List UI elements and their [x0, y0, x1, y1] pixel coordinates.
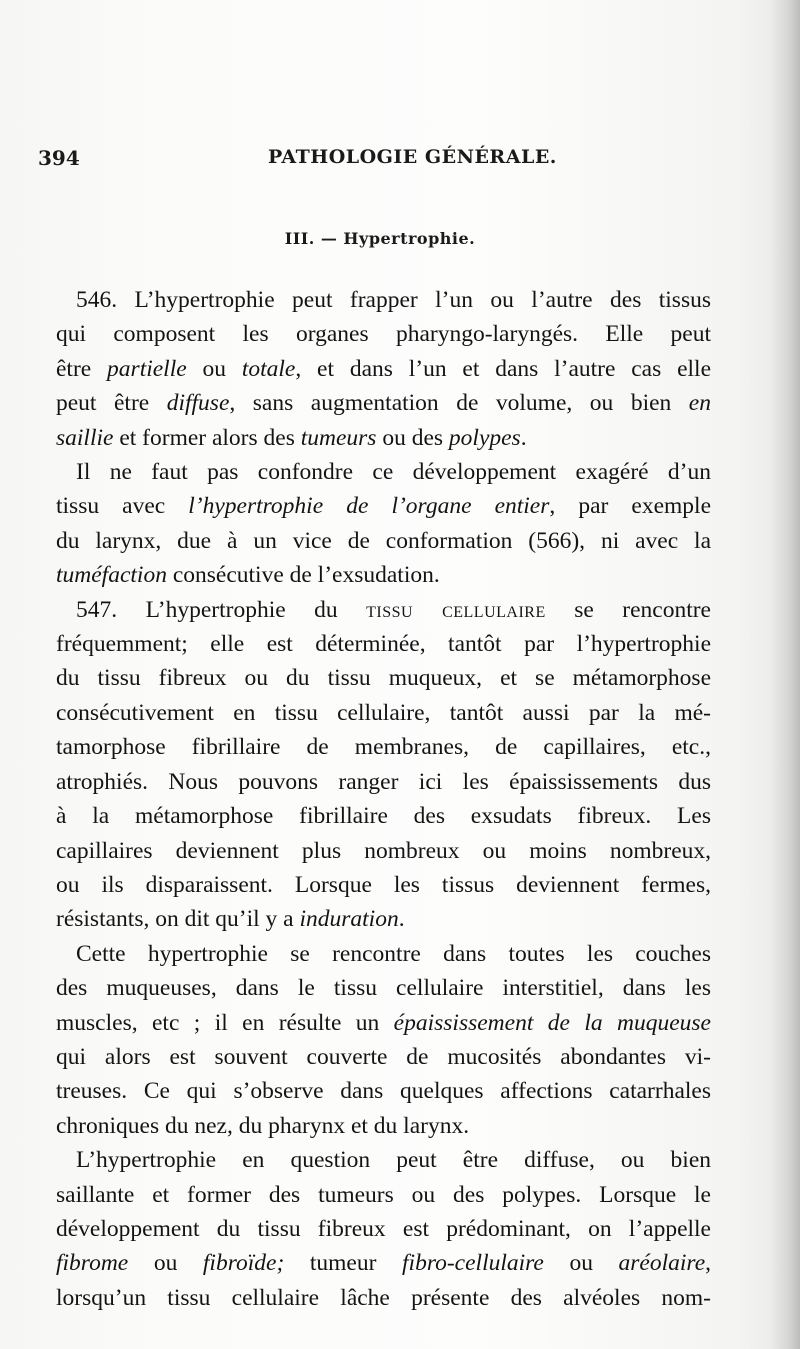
text-run: L’hypertrophie en question peut être diffuse, ou bien: [76, 1147, 711, 1174]
text-run: saillante et former des tumeurs ou des polypes. Lorsque le: [56, 1181, 711, 1208]
text-line: [56, 1074, 711, 1108]
text-line: [56, 765, 711, 799]
italic-text: en: [688, 390, 711, 417]
text-line: [56, 868, 711, 902]
paragraph-p547: [56, 593, 711, 937]
text-run: du tissu fibreux ou du tissu muqueux, et se métamorphose: [56, 665, 711, 692]
text-run: , sans augmentation de volume, ou bien: [229, 390, 689, 417]
text-line: [56, 661, 711, 695]
paragraph-p547b: [56, 937, 711, 1143]
text-run: .: [520, 424, 527, 451]
italic-text: fibro-cellulaire: [402, 1250, 544, 1277]
text-run: développement du tissu fibreux est prédominant, on l’appelle: [56, 1215, 711, 1242]
italic-text: l’hypertrophie de l’organe entier: [188, 493, 550, 520]
text-run: ou: [128, 1250, 203, 1277]
text-line: [56, 902, 711, 936]
italic-text: partielle: [107, 355, 187, 382]
text-run: fréquemment; elle est déterminée, tantôt par l’hypertrophie: [56, 631, 711, 658]
text-run: ou: [543, 1250, 619, 1277]
text-line: [56, 352, 711, 386]
text-run: treuses. Ce qui s’observe dans quelques affections catarrhales: [56, 1078, 711, 1105]
text-run: ou: [186, 355, 242, 382]
text-run: atrophiés. Nous pouvons ranger ici les épaississements dus: [56, 768, 711, 795]
text-line: [56, 593, 711, 627]
paragraph-p547c: [56, 1143, 711, 1315]
text-line: [56, 696, 711, 730]
text-line: [56, 1143, 711, 1177]
text-line: [56, 386, 711, 420]
text-run: consécutive de l’exsudation.: [166, 562, 440, 589]
text-run: et former alors des: [113, 424, 301, 451]
text-line: [56, 971, 711, 1005]
page-edge-shadow: [770, 0, 800, 1349]
text-line: [56, 799, 711, 833]
section-title: III. — Hypertrophie.: [284, 229, 476, 248]
text-run: qui alors est souvent couverte de mucosités abondantes vi-: [56, 1043, 711, 1070]
italic-text: épaississement de la muqueuse: [393, 1009, 711, 1036]
text-line: [56, 1006, 711, 1040]
text-line: [56, 1246, 711, 1280]
text-run: chroniques du nez, du pharynx et du larynx.: [56, 1112, 470, 1139]
italic-text: fibroïde;: [202, 1250, 285, 1277]
text-line: [56, 1212, 711, 1246]
text-run: tissu avec: [56, 493, 189, 520]
body-text: [56, 283, 711, 1315]
text-run: 547. L’hypertrophie du: [76, 596, 367, 623]
text-run: Cette hypertrophie se rencontre dans toutes les couches: [76, 940, 711, 967]
italic-text: fibrome: [56, 1250, 129, 1277]
text-line: [56, 317, 711, 351]
text-line: [56, 1281, 711, 1315]
text-run: , par exemple: [549, 493, 711, 520]
text-run: ou des: [376, 424, 449, 451]
small-caps-text: tissu cellulaire: [366, 596, 546, 623]
text-line: [56, 421, 711, 455]
text-line: [56, 558, 711, 592]
italic-text: aréolaire: [618, 1250, 706, 1277]
text-run: tamorphose fibrillaire de membranes, de capillaires, etc.,: [56, 734, 711, 761]
paragraph-p546b: [56, 455, 711, 593]
page-header: [38, 146, 718, 176]
text-line: [56, 627, 711, 661]
running-head: PATHOLOGIE GÉNÉRALE.: [268, 146, 557, 168]
text-line: [56, 283, 711, 317]
text-line: [56, 1040, 711, 1074]
text-line: [56, 455, 711, 489]
text-run: 546. L’hypertrophie peut frapper l’un ou l’autre des tissus: [76, 287, 711, 313]
italic-text: induration: [299, 906, 399, 933]
text-line: [56, 937, 711, 971]
text-run: ou ils disparaissent. Lorsque les tissus deviennent fermes,: [56, 871, 711, 898]
text-run: à la métamorphose fibrillaire des exsudats fibreux. Les: [56, 803, 711, 830]
italic-text: tumeurs: [300, 424, 377, 451]
text-run: consécutivement en tissu cellulaire, tantôt aussi par la mé-: [56, 699, 711, 726]
italic-text: tuméfaction: [56, 562, 167, 589]
italic-text: polypes: [448, 424, 521, 451]
text-run: capillaires deviennent plus nombreux ou moins nombreux,: [56, 837, 711, 864]
page-number: 394: [38, 146, 80, 170]
text-line: [56, 489, 711, 523]
text-run: du larynx, due à un vice de conformation (566), ni avec la: [56, 527, 711, 554]
text-line: [56, 834, 711, 868]
text-run: résistants, on dit qu’il y a: [56, 906, 300, 933]
paragraph-p546: [56, 283, 711, 455]
text-line: [56, 730, 711, 764]
text-run: , et dans l’un et dans l’autre cas elle: [295, 355, 712, 382]
text-run: lorsqu’un tissu cellulaire lâche présente des alvéoles nom-: [56, 1284, 711, 1311]
text-line: [56, 1178, 711, 1212]
text-run: se rencontre: [545, 596, 711, 623]
italic-text: saillie: [56, 424, 114, 451]
text-run: qui composent les organes pharyngo-laryngés. Elle peut: [56, 321, 711, 348]
text-run: peut être: [56, 390, 167, 417]
text-run: Il ne faut pas confondre ce développement exagéré d’un: [76, 459, 711, 486]
text-run: être: [56, 355, 108, 382]
text-line: [56, 1109, 711, 1143]
text-run: tumeur: [284, 1250, 403, 1277]
text-run: muscles, etc ; il en résulte un: [56, 1009, 394, 1036]
italic-text: totale: [241, 355, 296, 382]
text-line: [56, 524, 711, 558]
text-run: des muqueuses, dans le tissu cellulaire interstitiel, dans les: [56, 975, 711, 1002]
text-run: ,: [705, 1250, 711, 1277]
text-run: .: [398, 906, 405, 933]
italic-text: diffuse: [166, 390, 230, 417]
